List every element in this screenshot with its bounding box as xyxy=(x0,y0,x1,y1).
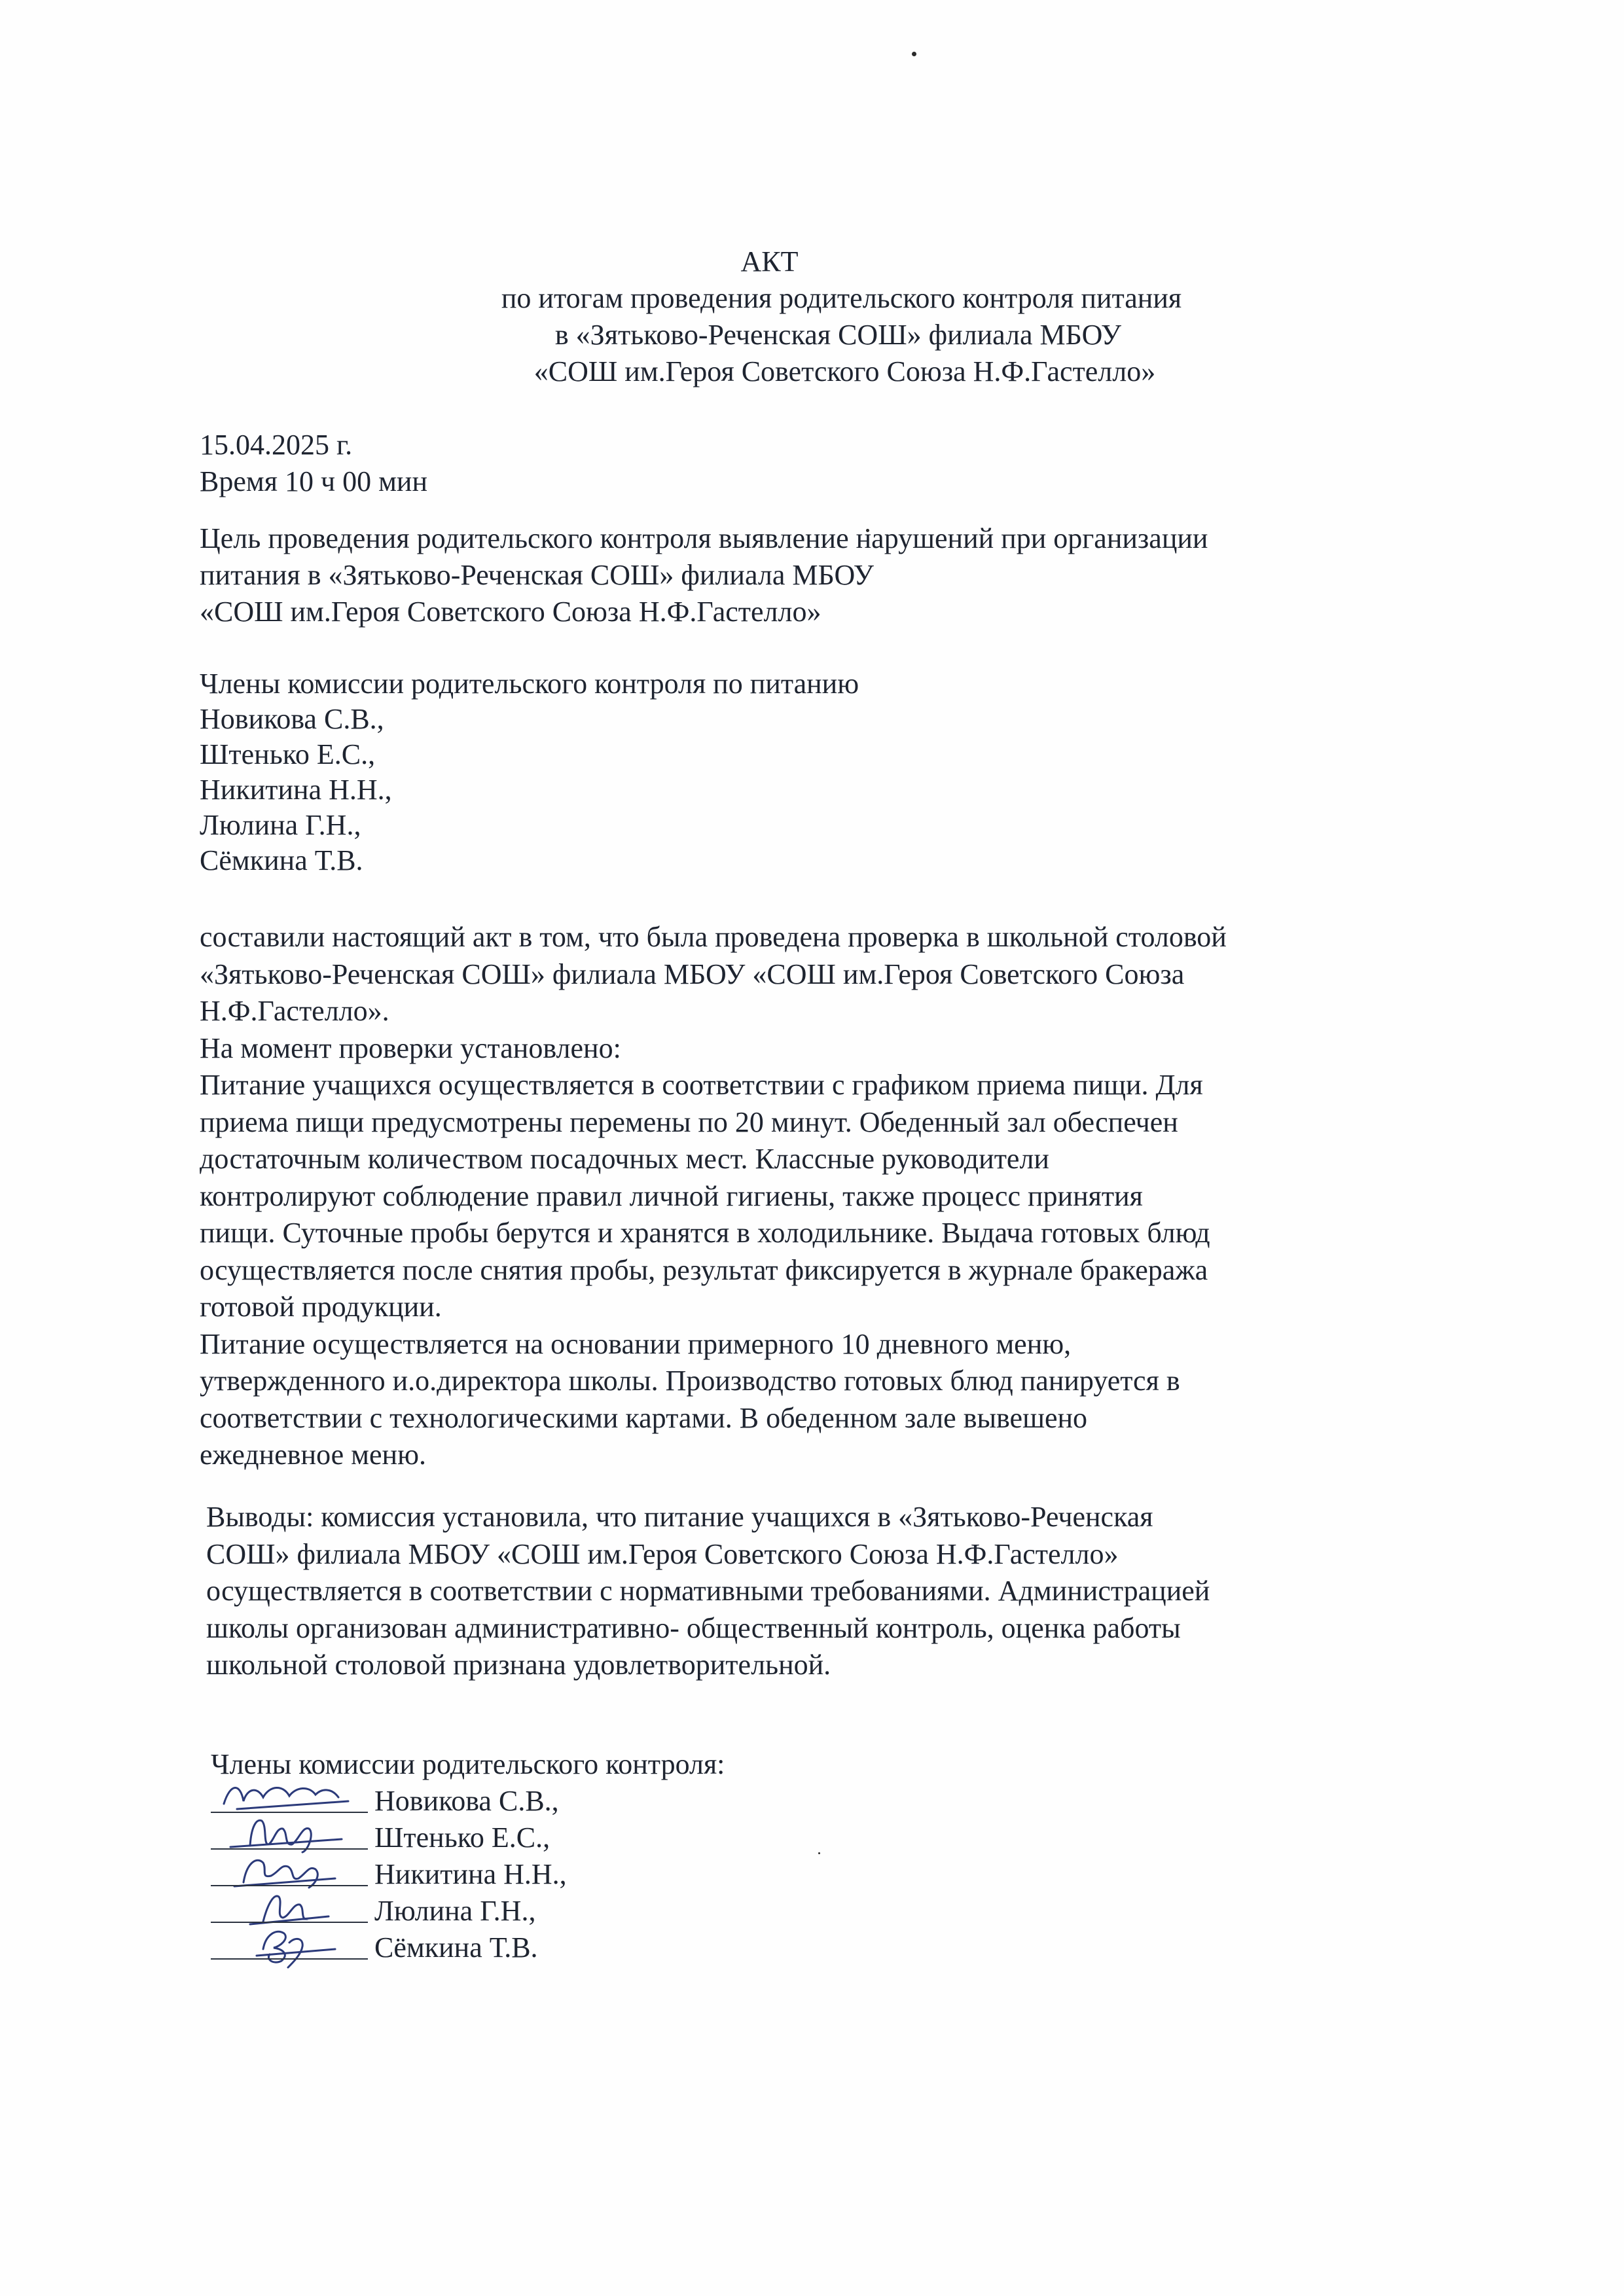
body-line: Питание осуществляется на основании примерного 10 дневного меню, xyxy=(200,1327,1072,1360)
body-line: Н.Ф.Гастелло». xyxy=(200,995,389,1027)
goal-paragraph xyxy=(200,520,1208,630)
signature-row xyxy=(211,1929,725,1966)
inspection-body xyxy=(200,919,1227,1474)
title-school: в «Зятьково-Реченская СОШ» филиала МБОУ xyxy=(554,319,1122,351)
member-name: Никитина Н.Н., xyxy=(200,774,392,806)
handwritten-signature xyxy=(211,1923,368,1969)
goal-line: питания в «Зятьково-Реченская СОШ» филиала МБОУ xyxy=(200,559,874,591)
body-line: готовой продукции. xyxy=(200,1291,442,1323)
title-subject: по итогам проведения родительского контроля питания xyxy=(501,282,1182,314)
commission-members xyxy=(200,666,859,878)
conclusion-line: Выводы: комиссия установила, что питание учащихся в «Зятьково-Реченская xyxy=(206,1501,1153,1533)
signature-line xyxy=(211,1958,368,1960)
signatory-name: Никитина Н.Н., xyxy=(374,1858,567,1890)
member-name: Штенько Е.С., xyxy=(200,738,376,770)
member-name: Сёмкина Т.В. xyxy=(200,844,363,876)
signatures-block xyxy=(211,1746,725,1966)
document-date: 15.04.2025 г. xyxy=(200,429,353,461)
scan-speck xyxy=(912,52,916,56)
body-line: контролируют соблюдение правил личной гигиены, также процесс принятия xyxy=(200,1179,1143,1212)
signatory-name: Новикова С.В., xyxy=(374,1785,559,1817)
date-time-block xyxy=(200,427,427,500)
body-line: «Зятьково-Реченская СОШ» филиала МБОУ «СОШ им.Героя Советского Союза xyxy=(200,958,1185,990)
members-heading: Члены комиссии родительского контроля по питанию xyxy=(200,668,859,700)
body-line: приема пищи предусмотрены перемены по 20 минут. Обеденный зал обеспечен xyxy=(200,1105,1178,1138)
conclusion-paragraph xyxy=(206,1499,1210,1684)
body-line: ежедневное меню. xyxy=(200,1439,426,1471)
member-name: Люлина Г.Н., xyxy=(200,809,361,841)
body-line: составили настоящий акт в том, что была проведена проверка в школьной столовой xyxy=(200,921,1227,953)
document-title xyxy=(0,243,1624,390)
conclusion-line: осуществляется в соответствии с нормативными требованиями. Администрацией xyxy=(206,1575,1210,1607)
conclusion-line: СОШ» филиала МБОУ «СОШ им.Героя Советского Союза Н.Ф.Гастелло» xyxy=(206,1537,1119,1570)
signatory-name: Люлина Г.Н., xyxy=(374,1895,536,1927)
body-line: пищи. Суточные пробы берутся и хранятся в холодильнике. Выдача готовых блюд xyxy=(200,1217,1210,1249)
conclusion-line: школьной столовой признана удовлетворительной. xyxy=(206,1649,831,1681)
body-line: соответствии с технологическими картами. В обеденном зале вывешено xyxy=(200,1401,1088,1434)
body-line: осуществляется после снятия пробы, результат фиксируется в журнале бракеража xyxy=(200,1253,1208,1286)
body-line: Питание учащихся осуществляется в соответствии с графиком приема пищи. Для xyxy=(200,1069,1203,1101)
title-school-full: «СОШ им.Героя Советского Союза Н.Ф.Гастелло» xyxy=(533,355,1156,387)
signatory-name: Штенько Е.С., xyxy=(374,1821,550,1854)
member-name: Новикова С.В., xyxy=(200,703,384,735)
goal-line: Цель проведения родительского контроля выявление нарушений при организации xyxy=(200,522,1208,554)
goal-line: «СОШ им.Героя Советского Союза Н.Ф.Гастелло» xyxy=(200,596,821,628)
body-line: достаточным количеством посадочных мест. Классные руководители xyxy=(200,1143,1049,1175)
document-time: Время 10 ч 00 мин xyxy=(200,465,428,497)
signatures-heading: Члены комиссии родительского контроля: xyxy=(211,1748,725,1780)
signatory-name: Сёмкина Т.В. xyxy=(374,1931,538,1964)
title-act: АКТ xyxy=(740,245,799,278)
scan-speck xyxy=(818,1852,820,1854)
body-line: На момент проверки установлено: xyxy=(200,1031,621,1064)
body-line: утвержденного и.о.директора школы. Производство готовых блюд панируется в xyxy=(200,1365,1180,1397)
conclusion-line: школы организован административно- общественный контроль, оценка работы xyxy=(206,1611,1181,1644)
